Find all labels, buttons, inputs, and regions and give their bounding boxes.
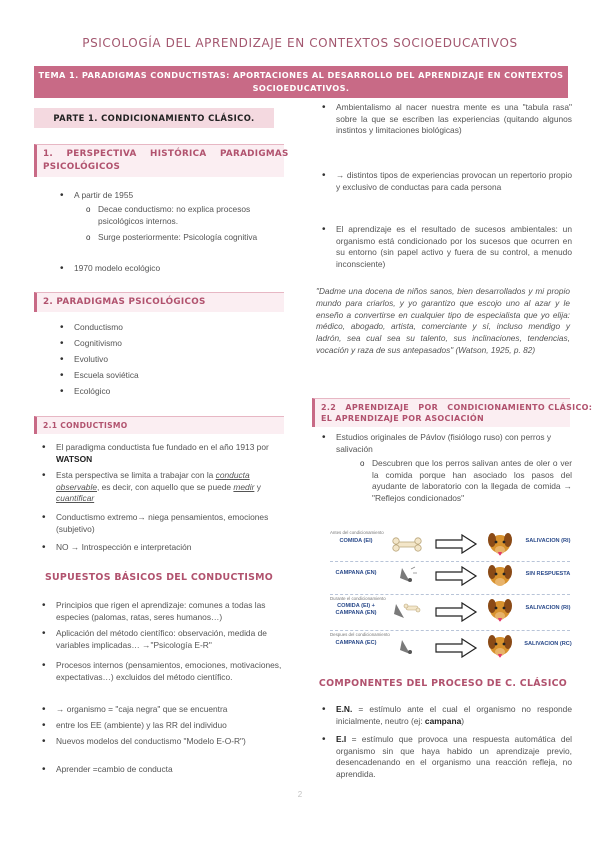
watson-quote: "Dadme una docena de niños sanos, bien desarrollados y mi propio mundo para criarlos, y yo garantizo que escojo uno al azar y le enseño a convertirse en cualquier tipo de especialista que yo elija: médico, abogado, artista, comerciante y sí, incluso mendigo y ladrón, sea cual sea su talento, sus inclinaciones, tendencias, vocación y raza de sus antepasados" (Watson, 1925, p. 82) — [316, 286, 570, 355]
tema-banner — [34, 66, 568, 98]
r-bullet-1: • Ambientalismo al nacer nuestra mente es una "tabula rasa" sobre la que se escriben las experiencias (quitando algunos instintos y limitaciones biológicas) — [336, 102, 572, 137]
comp-en — [336, 704, 572, 727]
s21-watson: WATSON — [56, 453, 93, 464]
s21-b2-a: Esta perspectiva se limita a trabajar con la — [56, 470, 214, 480]
diagram-resp-3: SALIVACION (RI) — [525, 605, 571, 611]
dog-icon — [484, 596, 518, 626]
s22-heading-line2: EL APRENDIZAJE POR ASOCIACIÓN — [321, 414, 485, 423]
diagram-stim-3: COMIDA (EI) + CAMPANA (EN) — [335, 603, 377, 616]
s2-item-5: • Ecológico — [74, 386, 110, 398]
s21-bullet-2 — [56, 470, 284, 505]
section-2-2-heading — [312, 398, 593, 427]
sup-bullet-3: • Procesos internos (pensamientos, emociones, motivaciones, expectativas…) excluidos del método científico. — [56, 660, 284, 683]
section-1-heading-line1: 1. PERSPECTIVA HISTÓRICA PARADIGMAS — [43, 149, 289, 159]
dog-icon — [484, 530, 518, 560]
diagram-resp-4: SALIVACION (RC) — [524, 641, 572, 647]
supuestos-heading: SUPUESTOS BÁSICOS DEL CONDUCTISMO — [44, 572, 274, 583]
s1-sub-2: o Surge posteriormente: Psicología cognitiva — [98, 232, 284, 244]
s21-b2-c: y — [256, 481, 261, 492]
s22-sub-1: o Descubren que los perros salivan antes de oler o ver la comida porque han asociado los pasos del ayudante de laboratorio con la llegada de comida → "Reflejos condicionados" — [372, 458, 572, 504]
section-2-1-heading: 2.1 CONDUCTISMO — [34, 416, 284, 434]
tema-line-2: SOCIOEDUCATIVOS. — [252, 83, 350, 93]
section-1-heading-line2: PSICOLÓGICOS — [43, 162, 121, 172]
document-title: PSICOLOGÍA DEL APRENDIZAJE EN CONTEXTOS SOCIOEDUCATIVOS — [82, 36, 518, 50]
comp-ei-label: E.I — [336, 734, 347, 744]
page-number: 2 — [297, 790, 303, 799]
s1-bullet-2: • 1970 modelo ecológico — [74, 263, 284, 275]
sup-bullet-4: • → organismo = "caja negra" que se encuentra — [56, 704, 284, 716]
tema-line-1: TEMA 1. PARADIGMAS CONDUCTISTAS: APORTACIONES AL DESARROLLO DEL APRENDIZAJE EN CONTEXTOS — [38, 70, 564, 80]
s2-item-3: • Evolutivo — [74, 354, 108, 366]
comp-en-label: E.N. — [336, 704, 353, 714]
bell-icon — [396, 564, 418, 586]
dog-icon — [484, 632, 518, 662]
s21-bullet-3: • Conductismo extremo→ niega pensamientos, emociones (subjetivo) — [56, 512, 284, 535]
comp-ei — [336, 734, 572, 780]
r-bullet-3: • El aprendizaje es el resultado de sucesos ambientales: un organismo está condicionado por los sucesos que ocurren en su entorno (sin papel activo y fuera de su control, a menudo inconsciente) — [336, 224, 572, 270]
diagram-resp-2: SIN RESPUESTA — [525, 571, 571, 577]
arrow-icon — [434, 602, 478, 622]
dog-icon — [484, 562, 518, 592]
arrow-icon — [434, 534, 478, 554]
comp-ei-text: = estímulo que provoca una respuesta automática del organismo sin que haya habido un aprendizaje previo, desencadenando en el organismo una reacción refleja, no aprendida. — [336, 734, 573, 779]
componentes-heading: COMPONENTES DEL PROCESO DE C. CLÁSICO — [318, 678, 568, 689]
diagram-stim-1: COMIDA (EI) — [339, 538, 373, 544]
comp-en-text: = estímulo ante el cual el organismo no responde inicialmente, neutro (ej: — [336, 704, 572, 726]
diagram-caption-after: Despues del condicionamiento — [330, 632, 390, 637]
diagram-resp-1: SALIVACION (RI) — [525, 538, 571, 544]
sup-bullet-6: • Nuevos modelos del conductismo "Modelo E-O-R") — [56, 736, 284, 748]
section-1-heading — [34, 144, 289, 177]
s21-b2-cuantificar: cuantificar — [56, 493, 95, 503]
s1-bullet-1: • A partir de 1955 — [74, 190, 284, 202]
r-bullet-2: • → distintos tipos de experiencias provocan un repertorio propio y exclusivo de conductas para cada persona — [336, 170, 572, 193]
diagram-caption-during: Durante el condicionamiento — [330, 596, 386, 601]
s22-bullet-1: • Estudios originales de Pávlov (fisiólogo ruso) con perros y salivación — [336, 432, 572, 455]
part-title: PARTE 1. CONDICIONAMIENTO CLÁSICO. — [34, 108, 274, 128]
bell-bone-icon — [392, 600, 422, 624]
s21-b2-conducta: conducta observable — [56, 470, 250, 492]
bone-icon — [390, 536, 424, 552]
s2-item-2: • Cognitivismo — [74, 338, 122, 350]
s2-item-1: • Conductismo — [74, 322, 123, 334]
comp-en-example: campana — [424, 715, 462, 726]
s21-bullet-4: • NO → Introspección e interpretación — [56, 542, 284, 554]
s21-b1-text: El paradigma conductista fue fundado en el año 1913 por — [56, 442, 269, 452]
sup-bullet-1: • Principios que rigen el aprendizaje: comunes a todas las especies (palomas, ratas, seres humanos…) — [56, 600, 284, 623]
s21-bullet-1 — [56, 442, 284, 465]
bell-icon — [396, 636, 418, 658]
diagram-divider — [330, 594, 570, 595]
diagram-caption-before: Antes del condicionamiento — [330, 530, 384, 535]
comp-en-end: ) — [461, 715, 465, 726]
s2-item-4: • Escuela soviética — [74, 370, 139, 382]
s21-b2-b: , es decir, con aquello que se puede — [96, 481, 232, 492]
section-2-heading: 2. PARADIGMAS PSICOLÓGICOS — [34, 292, 284, 312]
s22-heading-line1: 2.2 APRENDIZAJE POR CONDICIONAMIENTO CLÁSICO: — [321, 403, 593, 412]
sup-bullet-2: • Aplicación del método científico: observación, medida de variables implicadas… →"Psicología E-R" — [56, 628, 284, 651]
s21-b2-medir: medir — [233, 481, 255, 492]
arrow-icon — [434, 638, 478, 658]
diagram-divider — [330, 561, 570, 562]
s1-sub-1: o Decae conductismo: no explica procesos psicológicos internos. — [98, 204, 284, 227]
sup-bullet-7: • Aprender =cambio de conducta — [56, 764, 284, 776]
diagram-stim-2: CAMPANA (EN) — [335, 570, 377, 576]
pavlov-diagram — [330, 530, 570, 670]
arrow-icon — [434, 566, 478, 586]
diagram-divider — [330, 630, 570, 631]
diagram-stim-4: CAMPANA (EC) — [335, 640, 377, 646]
sup-bullet-5: • entre los EE (ambiente) y las RR del individuo — [56, 720, 284, 732]
